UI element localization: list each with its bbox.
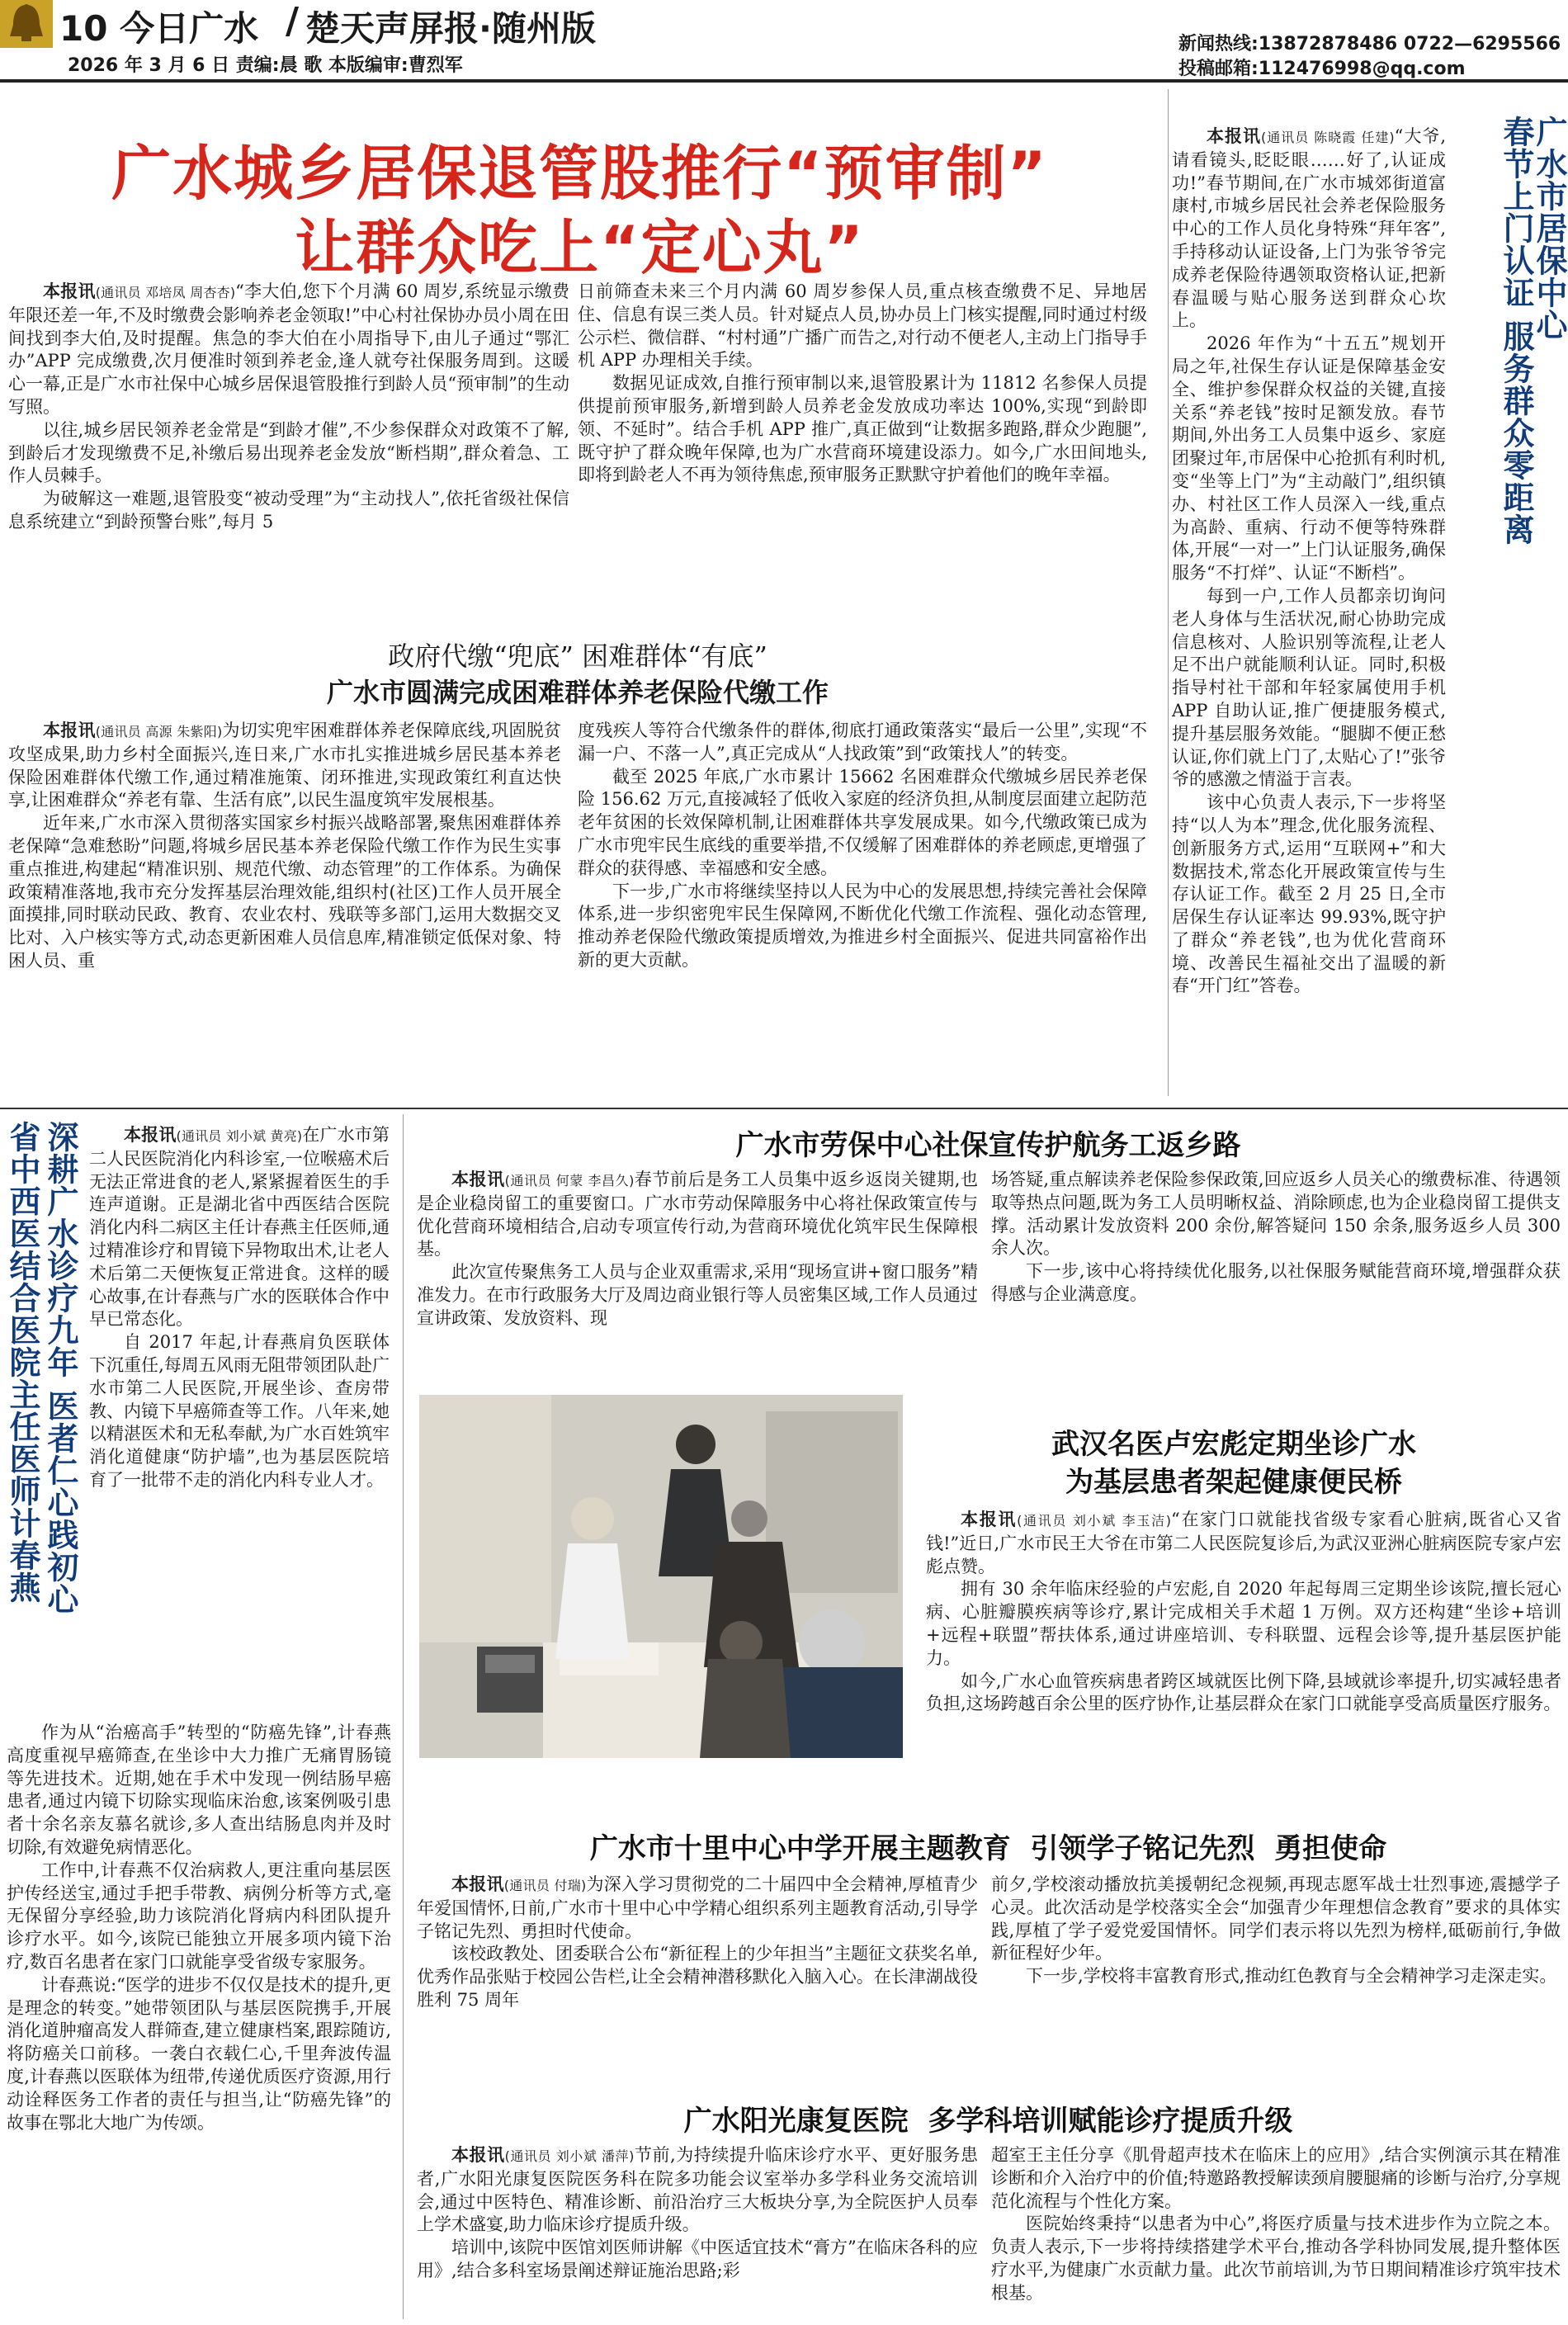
page-label: 10 今日广水 (59, 8, 259, 49)
article-2-col1 (8, 720, 561, 973)
paper-name: 楚天声屏报·随州版 (305, 8, 596, 49)
article-4-title-right: 深耕广水诊疗九年 医者仁心践初心 (42, 1121, 78, 1616)
article-2-para: 截至 2025 年底,广水市累计 15662 名困难群众代缴城乡居民养老保险 156.62 万元,直接减轻了低收入家庭的经济负担,从制度层面建立起防范老年贫困的长效保障机制,让困难群体共享发展成果。如今,代缴政策已成为广水市兜牢民生底线的重要举措,不仅缓解了困难群体的养老顾虑,更增强了群众的获得感、幸福感和安全感。 (578, 766, 1147, 878)
article-7-para: 下一步,学校将丰富教育形式,推动红色教育与全会精神学习走深走实。 (1026, 1966, 1557, 1987)
article-7-para: 本报讯(通讯员 付瑞)为深入学习贯彻党的二十届四中全会精神,厚植青少年爱国情怀,日前,广水市十里中心中学精心组织系列主题教育活动,引导学子铭记先烈、勇担时代使命。 (417, 1874, 978, 1941)
article-5-para: 场答疑,重点解读养老保险参保政策,回应返乡人员关心的缴费标准、待遇领取等热点问题,既为务工人员明晰权益、消除顾虑,也为企业稳岗留工提供支撑。活动累计发放资料 200 余份,解答疑问 150 余条,服务返乡人员 300 余人次。 (991, 1170, 1561, 1259)
article-3-title-col2: 春节上门认证 服务群众零距离 (1498, 116, 1534, 546)
article-8 (409, 2098, 1568, 2325)
clinic-photo-icon (419, 1395, 903, 1758)
reporter: (通讯员 刘小斌 黄亮) (176, 1128, 303, 1144)
reporter: (通讯员 何蒙 李昌久) (504, 1173, 635, 1188)
article-1-title-line1: 广水城乡居保退管股推行“预审制” (111, 139, 1048, 208)
article-8-para: 培训中,该院中医馆刘医师讲解《中医适宜技术“膏方”在临床各科的应用》,结合多科室场景阐述辩证施治思路;彩 (417, 2238, 978, 2280)
article-6-para: 如今,广水心血管疾病患者跨区域就医比例下降,县域就诊率提升,切实减轻患者负担,这场跨越百余公里的医疗协作,让基层群众在家门口就能享受高质量医疗服务。 (926, 1671, 1561, 1714)
article-1 (0, 83, 1159, 561)
article-4-title-left: 省中西医结合医院主任医师计春燕 (4, 1121, 40, 1604)
article-6-para: 本报讯(通讯员 刘小斌 李玉洁)“在家门口就能找省级专家看心脏病,既省心又省钱!”近日,广水市民王大爷在市第二人民医院复诊后,为武汉亚洲心脏病医院专家卢宏彪点赞。 (926, 1510, 1561, 1576)
article-1-para: 日前筛查未来三个月内满 60 周岁参保人员,重点核查缴费不足、异地居住、信息有误三类人员。针对疑点人员,协办员上门核实提醒,同时通过村级公示栏、微信群、“村村通”广播广而告之,对行动不便老人,主动上门指导手机 APP 办理相关手续。 (578, 281, 1147, 371)
hotline: 新闻热线:13872878486 0722—6295566 (1178, 34, 1561, 54)
article-1-col2 (578, 281, 1147, 487)
article-6 (908, 1411, 1568, 1758)
article-6-title-line1: 武汉名医卢宏彪定期坐诊广水 (1051, 1428, 1416, 1461)
article-8-title: 广水阳光康复医院 多学科培训赋能诊疗提质升级 (683, 2105, 1293, 2138)
reporter: (通讯员 邓培凤 周杏杏) (95, 285, 236, 300)
article-3-para: 每到一户,工作人员都亲切询问老人身体与生活状况,耐心协助完成信息核对、人脸识别等流程,让老人足不出户就能顺利认证。同时,积极指导村社干部和年轻家属使用手机 APP 自助认证,推广便捷服务模式,提升基层服务效能。“腿脚不便正愁认证,你们就上门了,太贴心了!”张爷爷的感激之情溢于言表。 (1172, 585, 1446, 790)
masthead-slash: / (286, 0, 300, 42)
article-4-para: 本报讯(通讯员 刘小斌 黄亮)在广水市第二人民医院消化内科诊室,一位喉癌术后无法正常进食的老人,紧紧握着医生的手连声道谢。正是湖北省中西医结合医院消化内科二病区主任计春燕主任医师,通过精准诊疗和胃镜下异物取出术,让老人术后第二天便恢复正常进食。这样的暖心故事,在计春燕与广水的医联体合作中早已常态化。 (89, 1125, 390, 1330)
article-3-title-col1: 广水市居保中心 (1531, 116, 1567, 341)
article-8-para: 医院始终秉持“以患者为中心”,将医疗质量与技术进步作为立院之本。负责人表示,下一步将持续搭建学术平台,推动各学科协同发展,提升整体医疗水平,为健康广水贡献力量。此次节前培训,为节日期间精准诊疗筑牢技术根基。 (991, 2214, 1561, 2303)
column-divider (1168, 89, 1169, 1096)
article-2-para: 下一步,广水市将继续坚持以人民为中心的发展思想,持续完善社会保障体系,进一步织密兜牢民生保障网,不断优化代缴工作流程、强化动态管理,推动养老保险代缴政策提质增效,为推进乡村全面振兴、促进共同富裕作出新的更大贡献。 (578, 881, 1147, 970)
reporter: (通讯员 高源 朱紫阳) (95, 724, 223, 740)
article-7-col1 (417, 1874, 978, 2012)
byline: 本报讯 (451, 1874, 504, 1894)
article-1-title-line2: 让群众吃上“定心丸” (295, 213, 865, 282)
article-2-title-line1: 政府代缴“兜底” 困难群体“有底” (388, 640, 767, 672)
byline: 本报讯 (43, 281, 96, 301)
article-5 (409, 1122, 1568, 1395)
article-7-title: 广水市十里中心中学开展主题教育 引领学子铭记先烈 勇担使命 (589, 1832, 1387, 1865)
article-1-para: 数据见证成效,自推行预审制以来,退管股累计为 11812 名参保人员提供提前预审服务,新增到龄人员养老金发放成功率达 100%,实现“到龄即领、不延时”。结合手机 APP 推广,真正做到“让数据多跑路,群众少跑腿”,既守护了群众晚年保障,也为广水营商环境建设添力。如今,广水田间地头,即将到龄老人不再为领待焦虑,预审服务正默默守护着他们的晚年幸福。 (578, 373, 1147, 485)
clinic-photo (419, 1395, 903, 1758)
article-3-para: 该中心负责人表示,下一步将坚持“以人为本”理念,优化服务流程、创新服务方式,运用“互联网+”和大数据技术,常态化开展政策宣传与生存认证工作。截至 2 月 25 日,全市居保生存认证率达 99.93%,既守护了群众“养老钱”,也为优化营商环境、改善民生福祉交出了温暖的新春“开门红”答卷。 (1172, 792, 1446, 996)
article-4-body (89, 1124, 390, 1492)
article-4-para: 工作中,计春燕不仅治病救人,更注重向基层医护传经送宝,通过手把手带教、病例分析等方式,毫无保留分享经验,助力该院消化肾病内科团队提升诊疗水平。如今,该院已能独立开展多项内镜下治疗,数百名患者在家门口就能享受省级专家服务。 (7, 1860, 391, 1972)
article-7-col2 (991, 1874, 1561, 1988)
byline: 本报讯 (451, 2145, 505, 2165)
reporter: (通讯员 刘小斌 李玉洁) (1017, 1513, 1172, 1529)
article-8-col1 (417, 2144, 978, 2283)
article-3-para: 本报讯(通讯员 陈晓霞 任建)“大爷,请看镜头,眨眨眼……好了,认证成功!”春节期间,在广水市城郊街道富康村,市城乡居民社会养老保险服务中心的工作人员化身特殊“拜年客”,手持移动认证设备,上门为张爷爷完成养老保险待遇领取资格认证,把新春温暖与贴心服务送到群众心坎上。 (1172, 126, 1446, 331)
article-7 (409, 1826, 1568, 2073)
article-4-para: 自 2017 年起,计春燕肩负医联体下沉重任,每周五风雨无阻带领团队赴广水市第二人民医院,开展坐诊、查房带教、内镜下早癌筛查等工作。八年来,她以精湛医术和无私奉献,为广水百姓筑牢消化道健康“防护墙”,也为基层医院培育了一批带不走的消化内科专业人才。 (89, 1332, 390, 1490)
byline: 本报讯 (124, 1125, 177, 1145)
article-2-para: 本报讯(通讯员 高源 朱紫阳)为切实兜牢困难群体养老保障底线,巩固脱贫攻坚成果,助力乡村全面振兴,连日来,广水市扎实推进城乡居民基本养老保险困难群体代缴工作,通过精准施策、闭环推进,实现政策红利直达快享,让困难群众“养老有靠、生活有底”,以民生温度筑牢发展根基。 (8, 721, 561, 810)
date-editors: 2026 年 3 月 6 日 责编:晨 歌 本版编审:曹烈军 (68, 55, 463, 76)
byline: 本报讯 (451, 1170, 505, 1189)
byline: 本报讯 (1207, 126, 1261, 146)
article-8-col2 (991, 2144, 1561, 2305)
article-2-para: 度残疾人等符合代缴条件的群体,彻底打通政策落实“最后一公里”,实现“不漏一户、不落一人”,真正完成从“人找政策”到“政策找人”的转变。 (578, 721, 1147, 763)
bell-logo-icon (0, 0, 53, 48)
article-8-para: 本报讯(通讯员 刘小斌 潘萍)节前,为持续提升临床诊疗水平、更好服务患者,广水阳光康复医院医务科在院多功能会议室举办多学科业务交流培训会,通过中医特色、精准诊断、前沿治疗三大板块分享,为全院医护人员奉上学术盛宴,助力临床诊疗提质升级。 (417, 2145, 978, 2235)
article-7-para: 该校政教处、团委联合公布“新征程上的少年担当”主题征文获奖名单,优秀作品张贴于校园公告栏,让全会精神潜移默化入脑入心。在长津湖战役胜利 75 周年 (417, 1944, 978, 2010)
article-2-col2 (578, 720, 1147, 972)
masthead (0, 0, 1568, 79)
article-7-para: 前夕,学校滚动播放抗美援朝纪念视频,再现志愿军战士壮烈事迹,震撼学子心灵。此次活动是学校落实全会“加强青少年理想信念教育”要求的具体实践,厚植了学子爱党爱国情怀。同学们表示将以先烈为榜样,砥砺前行,争做新征程好少年。 (991, 1874, 1561, 1963)
article-3 (1172, 116, 1568, 1106)
article-6-body (926, 1509, 1561, 1716)
article-3-body-top (1172, 125, 1446, 998)
reporter: (通讯员 刘小斌 潘萍) (504, 2148, 635, 2164)
reporter: (通讯员 付瑞) (503, 1878, 587, 1893)
article-4-para: 作为从“治癌高手”转型的“防癌先锋”,计春燕高度重视早癌筛查,在坐诊中大力推广无痛胃肠镜等先进技术。近期,她在手术中发现一例结肠早癌患者,通过内镜下切除实现临床治愈,该案例吸引患者十余名亲友慕名就诊,多人查出结肠息肉并及时切除,有效避免病情恶化。 (7, 1722, 391, 1857)
article-2-para: 近年来,广水市深入贯彻落实国家乡村振兴战略部署,聚焦困难群体养老保障“急难愁盼”问题,将城乡居民基本养老保险代缴工作作为民生实事重点推进,构建起“精准识别、规范代缴、动态管理”的工作体系。为确保政策精准落地,我市充分发挥基层治理效能,组织村(社区)工作人员开展全面摸排,同时联动民政、教育、农业农村、残联等多部门,运用大数据交叉比对、入户核实等方式,动态更新困难人员信息库,精准锁定低保对象、特困人员、重 (8, 813, 561, 971)
byline: 本报讯 (961, 1510, 1018, 1529)
article-5-para: 本报讯(通讯员 何蒙 李昌久)春节前后是务工人员集中返乡返岗关键期,也是企业稳岗留工的重要窗口。广水市劳动保障服务中心将社保政策宣传与优化营商环境相结合,启动专项宣传行动,为营商环境优化筑牢民生保障根基。 (417, 1170, 978, 1259)
article-5-col2 (991, 1169, 1561, 1307)
article-4-body-full (7, 1722, 391, 2134)
article-5-title: 广水市劳保中心社保宣传护航务工返乡路 (735, 1129, 1241, 1162)
reporter: (通讯员 陈晓霞 任建) (1260, 130, 1395, 145)
article-1-para: 本报讯(通讯员 邓培凤 周杏杏)“李大伯,您下个月满 60 周岁,系统显示缴费年限还差一年,不及时缴费会影响养老金领取!”中心村社保协办员小周在田间找到李大伯,及时提醒。焦急的李大伯在小周指导下,由儿子通过“鄂汇办”APP 完成缴费,次月便准时领到养老金,逢人就夸社保服务周到。这暖心一幕,正是广水市社保中心城乡居保退管股推行到龄人员“预审制”的生动写照。 (8, 281, 569, 417)
article-4-para: 计春燕说:“医学的进步不仅仅是技术的提升,更是理念的转变。”她带领团队与基层医院携手,开展消化道肿瘤高发人群筛查,建立健康档案,跟踪随访,将防癌关口前移。一袭白衣载仁心,千里奔波传温度,计春燕以医联体为纽带,传递优质医疗资源,用行动诠释医务工作者的责任与担当,让“防癌先锋”的故事在鄂北大地广为传颂。 (7, 1974, 391, 2133)
article-8-para: 超室王主任分享《肌骨超声技术在临床上的应用》,结合实例演示其在精准诊断和介入治疗中的价值;特邀路教授解读颈肩腰腿痛的诊断与治疗,分享规范化流程与个性化方案。 (991, 2145, 1561, 2211)
byline: 本报讯 (43, 721, 96, 740)
email: 投稿邮箱:112476998@qq.com (1178, 59, 1466, 79)
article-3-para: 2026 年作为“十五五”规划开局之年,社保生存认证是保障基金安全、维护参保群众权益的关键,直接关系“养老钱”按时足额发放。春节期间,外出务工人员集中返乡、家庭团聚过年,市居保中心抢抓有利时机,变“坐等上门”为“主动敲门”,组织镇办、村社区工作人员深入一线,重点为高龄、重病、行动不便等特殊群体,开展“一对一”上门认证服务,确保服务“不打烊”、认证“不断档”。 (1172, 333, 1446, 584)
column-divider (403, 1114, 404, 2319)
article-2 (0, 627, 1159, 1106)
article-2-title-line2: 广水市圆满完成困难群体养老保险代缴工作 (326, 677, 829, 708)
article-5-para: 此次宣传聚焦务工人员与企业双重需求,采用“现场宣讲+窗口服务”精准发力。在市行政服务大厅及周边商业银行等人员密集区域,工作人员通过宣讲政策、发放资料、现 (417, 1262, 978, 1328)
article-6-para: 拥有 30 余年临床经验的卢宏彪,自 2020 年起每周三定期坐诊该院,擅长冠心病、心脏瓣膜疾病等诊疗,累计完成相关手术超 1 万例。双方还构建“坐诊+培训+远程+联盟”帮扶体系,通过讲座培训、专科联盟、远程会诊等,提升基层医护能力。 (926, 1579, 1561, 1668)
article-5-para: 下一步,该中心将持续优化服务,以社保服务赋能营商环境,增强群众获得感与企业满意度。 (991, 1261, 1561, 1304)
article-5-col1 (417, 1169, 978, 1330)
article-1-col1 (8, 281, 569, 534)
article-6-title-line2: 为基层患者架起健康便民桥 (1065, 1466, 1402, 1499)
section-divider (0, 1108, 1568, 1109)
article-1-para: 为破解这一难题,退管股变“被动受理”为“主动找人”,依托省级社保信息系统建立“到龄预警台账”,每月 5 (8, 489, 569, 532)
article-4 (0, 1114, 400, 2319)
article-1-para: 以往,城乡居民领养老金常是“到龄才催”,不少参保群众对政策不了解,到龄后才发现缴费不足,补缴后易出现养老金发放“断档期”,群众着急、工作人员棘手。 (8, 419, 569, 486)
